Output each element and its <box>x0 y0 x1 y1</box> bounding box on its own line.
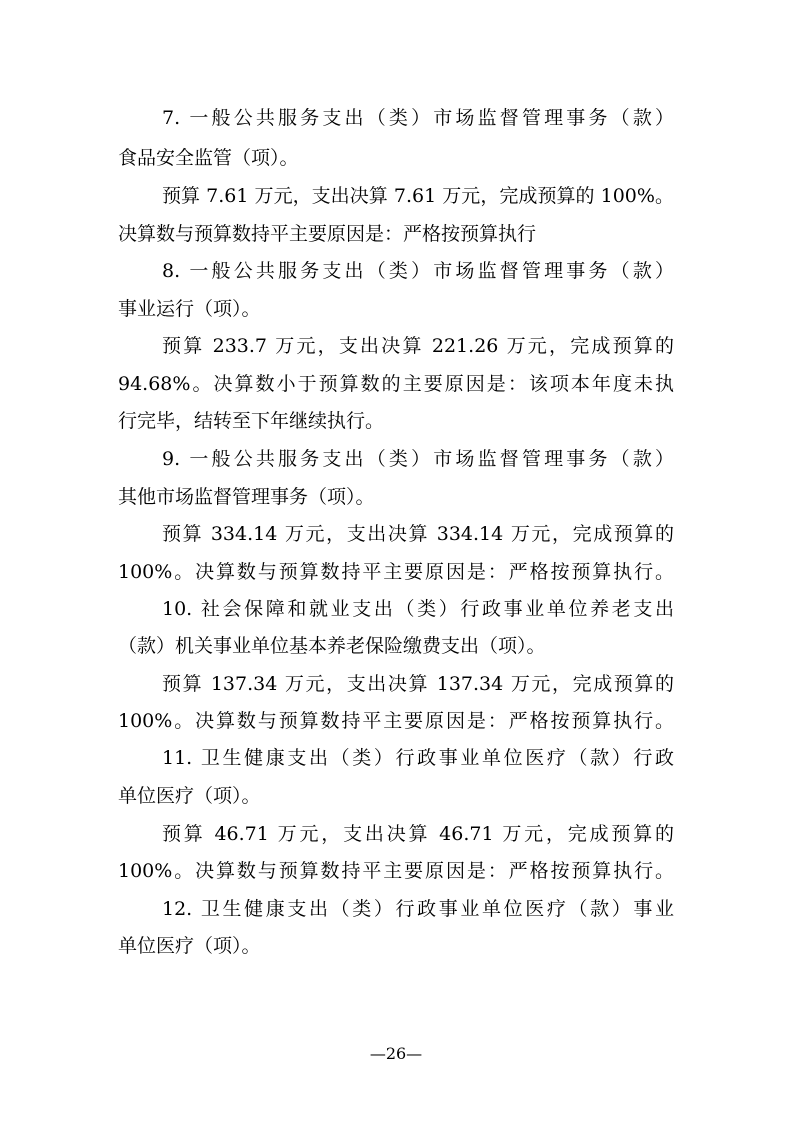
item-7-body-line-1: 预算 7.61 万元，支出决算 7.61 万元，完成预算的 100%。 <box>162 185 674 207</box>
page-number: —26— <box>369 1044 423 1063</box>
item-10-body-line-1: 预算 137.34 万元，支出决算 137.34 万元，完成预算的 <box>162 673 674 695</box>
item-11-body-line-1: 预算 46.71 万元，支出决算 46.71 万元，完成预算的 <box>162 823 674 845</box>
item-7-heading-line-2: 食品安全监管（项）。 <box>118 147 299 169</box>
item-9-heading-line-2: 其他市场监督管理事务（项）。 <box>118 486 375 508</box>
item-8-body-line-1: 预算 233.7 万元，支出决算 221.26 万元，完成预算的 <box>162 335 674 357</box>
item-10-heading-line-2: （款）机关事业单位基本养老保险缴费支出（项）。 <box>118 635 546 657</box>
item-8-heading-line-1: 8. 一般公共服务支出（类）市场监督管理事务（款） <box>162 260 674 282</box>
item-9-body-line-2: 100%。决算数与预算数持平主要原因是：严格按预算执行。 <box>118 561 674 583</box>
item-8-body-line-2: 94.68%。决算数小于预算数的主要原因是：该项本年度未执 <box>118 373 674 395</box>
item-12-heading-line-2: 单位医疗（项）。 <box>118 935 261 957</box>
item-8-body-line-3: 行完毕，结转至下年继续执行。 <box>118 410 385 432</box>
item-12-heading-line-1: 12. 卫生健康支出（类）行政事业单位医疗（款）事业 <box>162 898 674 920</box>
item-11-body-line-2: 100%。决算数与预算数持平主要原因是：严格按预算执行。 <box>118 860 674 882</box>
item-11-heading-line-1: 11. 卫生健康支出（类）行政事业单位医疗（款）行政 <box>162 747 674 769</box>
item-9-body-line-1: 预算 334.14 万元，支出决算 334.14 万元，完成预算的 <box>162 523 674 545</box>
item-8-heading-line-2: 事业运行（项）。 <box>118 298 261 320</box>
item-11-heading-line-2: 单位医疗（项）。 <box>118 785 261 807</box>
item-10-body-line-2: 100%。决算数与预算数持平主要原因是：严格按预算执行。 <box>118 710 674 732</box>
item-9-heading-line-1: 9. 一般公共服务支出（类）市场监督管理事务（款） <box>162 448 674 470</box>
item-7-body-line-2: 决算数与预算数持平主要原因是：严格按预算执行 <box>118 223 537 245</box>
item-7-heading-line-1: 7. 一般公共服务支出（类）市场监督管理事务（款） <box>162 107 674 129</box>
item-10-heading-line-1: 10. 社会保障和就业支出（类）行政事业单位养老支出 <box>162 598 674 620</box>
